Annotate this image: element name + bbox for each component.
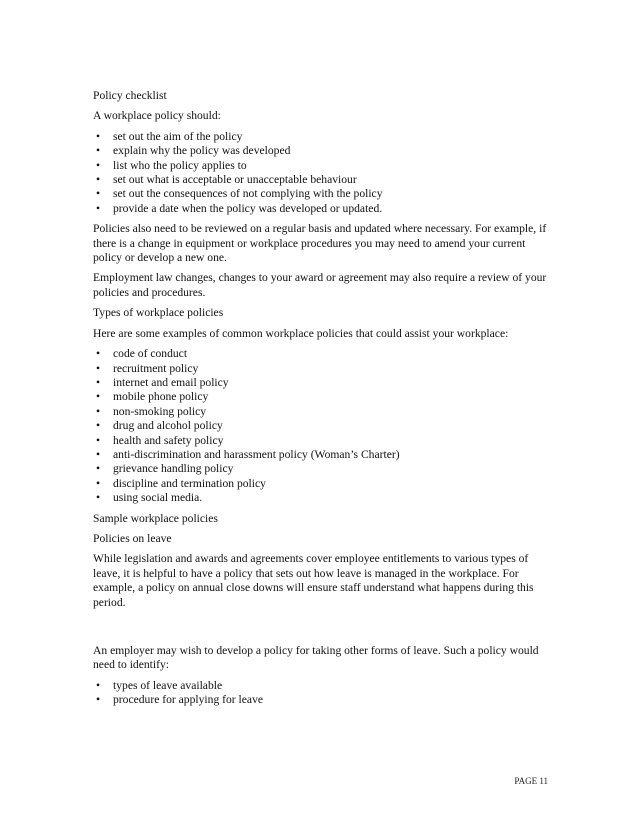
bullet-icon: • xyxy=(95,404,101,418)
bullet-icon: • xyxy=(95,173,101,187)
bullet-icon: • xyxy=(95,144,101,158)
list-item-text: set out what is acceptable or unacceptable behaviour xyxy=(113,173,357,187)
list-item-text: provide a date when the policy was developed or updated. xyxy=(113,201,383,215)
list-item-text: set out the consequences of not complying with the policy xyxy=(113,187,383,201)
list-item-text: types of leave available xyxy=(113,678,223,692)
bullet-icon: • xyxy=(95,201,101,215)
list-item xyxy=(93,434,553,448)
list-item-text: anti-discrimination and harassment policy (Woman’s Charter) xyxy=(113,447,400,461)
bullet-icon: • xyxy=(95,491,101,505)
list-item xyxy=(93,448,553,462)
list-item xyxy=(93,693,553,707)
list-item xyxy=(93,202,553,216)
list-item xyxy=(93,477,553,491)
list-item-text: set out the aim of the policy xyxy=(113,129,243,143)
bullet-icon: • xyxy=(95,390,101,404)
other-leave-paragraph: An employer may wish to develop a policy for taking other forms of leave. Such a policy would need to identify: xyxy=(93,644,539,672)
checklist-heading: Policy checklist xyxy=(93,89,167,102)
bullet-icon: • xyxy=(95,693,101,707)
list-item xyxy=(93,491,553,505)
list-item-text: health and safety policy xyxy=(113,433,224,447)
checklist-intro: A workplace policy should: xyxy=(93,109,221,123)
page-label: PAGE xyxy=(514,776,538,786)
types-list xyxy=(93,347,553,505)
sample-heading: Sample workplace policies xyxy=(93,511,218,525)
leave-heading: Policies on leave xyxy=(93,531,172,545)
list-item-text: procedure for applying for leave xyxy=(113,693,264,707)
list-item xyxy=(93,405,553,419)
list-item-text: drug and alcohol policy xyxy=(113,419,223,433)
list-item xyxy=(93,419,553,433)
document-body xyxy=(93,89,553,714)
bullet-icon: • xyxy=(95,419,101,433)
bullet-icon: • xyxy=(95,462,101,476)
list-item xyxy=(93,376,553,390)
list-item-text: discipline and termination policy xyxy=(113,476,266,490)
list-item-text: internet and email policy xyxy=(113,375,229,389)
bullet-icon: • xyxy=(95,433,101,447)
page-footer xyxy=(514,776,548,786)
other-leave-list xyxy=(93,679,553,708)
law-paragraph: Employment law changes, changes to your award or agreement may also require a review of your policies and procedures. xyxy=(93,271,547,299)
list-item xyxy=(93,462,553,476)
bullet-icon: • xyxy=(95,375,101,389)
list-item-text: grievance handling policy xyxy=(113,462,234,476)
list-item-text: explain why the policy was developed xyxy=(113,144,291,158)
leave-paragraph: While legislation and awards and agreements cover employee entitlements to various types of leave, it is helpful to have a policy that sets out how leave is managed in the workplace. For example, a policy on annual close downs will ensure staff understand what happens during this period. xyxy=(93,552,534,609)
list-item xyxy=(93,187,553,201)
bullet-icon: • xyxy=(95,447,101,461)
list-item-text: mobile phone policy xyxy=(113,390,209,404)
types-heading: Types of workplace policies xyxy=(93,306,224,320)
bullet-icon: • xyxy=(95,361,101,375)
review-paragraph: Policies also need to be reviewed on a regular basis and updated where necessary. For example, if there is a change in equipment or workplace procedures you may need to amend your current policy or develop a new one. xyxy=(93,222,547,265)
checklist-list xyxy=(93,130,553,216)
list-item xyxy=(93,347,553,361)
list-item xyxy=(93,362,553,376)
list-item xyxy=(93,173,553,187)
bullet-icon: • xyxy=(95,347,101,361)
types-intro: Here are some examples of common workplace policies that could assist your workplace: xyxy=(93,326,509,340)
list-item xyxy=(93,159,553,173)
bullet-icon: • xyxy=(95,187,101,201)
bullet-icon: • xyxy=(95,476,101,490)
list-item xyxy=(93,144,553,158)
list-item xyxy=(93,130,553,144)
list-item-text: non-smoking policy xyxy=(113,404,207,418)
bullet-icon: • xyxy=(95,678,101,692)
list-item-text: recruitment policy xyxy=(113,361,199,375)
bullet-icon: • xyxy=(95,158,101,172)
page-number: 11 xyxy=(539,776,548,786)
bullet-icon: • xyxy=(95,129,101,143)
list-item-text: code of conduct xyxy=(113,347,188,361)
list-item-text: list who the policy applies to xyxy=(113,158,247,172)
list-item-text: using social media. xyxy=(113,491,203,505)
list-item xyxy=(93,390,553,404)
list-item xyxy=(93,679,553,693)
